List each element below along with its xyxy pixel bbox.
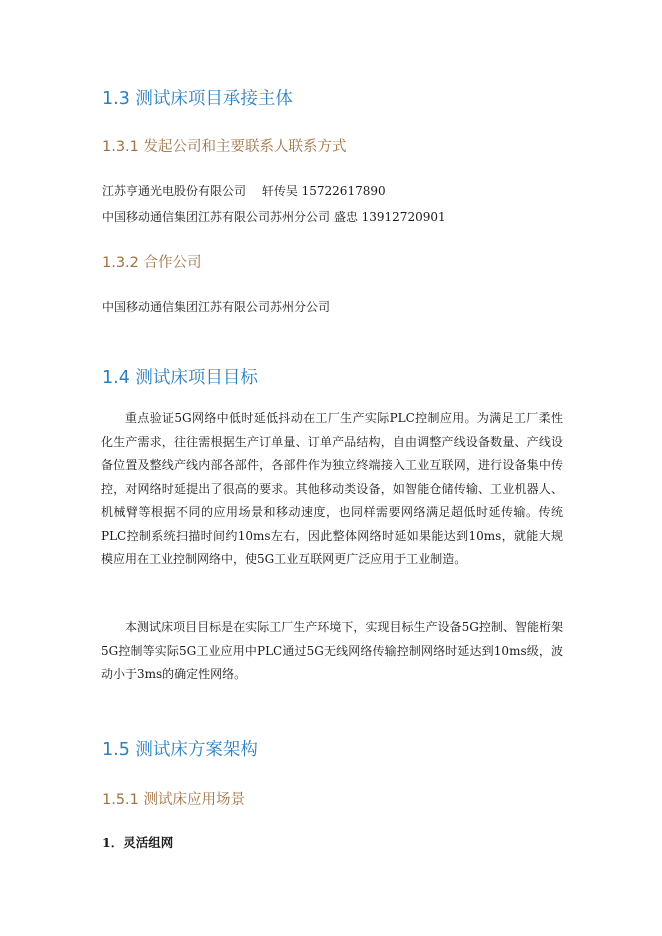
partner-company-line: 中国移动通信集团江苏有限公司苏州分公司 [102,300,331,314]
section-heading-1-4: 1.4 测试床项目目标 [102,368,258,388]
section-heading-1-3: 1.3 测试床项目承接主体 [102,89,293,109]
body-paragraph: 本测试床项目目标是在实际工厂生产环境下，实现目标生产设备5G控制、智能桁架5G控制等实际5G工业应用中PLC通过5G无线网络传输控制网络时延达到10ms级，波动小于3ms的确定性网络。 [101,620,563,681]
contact-line: 中国移动通信集团江苏有限公司苏州分公司 盛忠 13912720901 [102,210,446,224]
contact-line: 江苏亨通光电股份有限公司 轩传吴 15722617890 [102,184,386,198]
body-paragraph: 重点验证5G网络中低时延低抖动在工厂生产实际PLC控制应用。为满足工厂柔性化生产需求，往往需根据生产订单量、订单产品结构，自由调整产线设备数量、产线设备位置及整线产线内部各部件，各部件作为独立终端接入工业互联网，进行设备集中传控，对网络时延提出了很高的要求。其他移动类设备，如智能仓储传输、工业机器人、机械臂等根据不同的应用场景和移动速度，也同样需要网络满足超低时延传输。传统PLC控制系统扫描时间约10ms左右，因此整体网络时延如果能达到10ms，就能大规模应用在工业控制网络中，使5G工业互联网更广泛应用于工业制造。 [101,411,563,566]
subsection-heading-1-5-1: 1.5.1 测试床应用场景 [102,792,246,808]
numbered-item-heading: 1．灵活组网 [102,835,174,850]
subsection-heading-1-3-2: 1.3.2 合作公司 [102,255,202,271]
subsection-heading-1-3-1: 1.3.1 发起公司和主要联系人联系方式 [102,139,347,155]
section-heading-1-5: 1.5 测试床方案架构 [102,740,258,760]
